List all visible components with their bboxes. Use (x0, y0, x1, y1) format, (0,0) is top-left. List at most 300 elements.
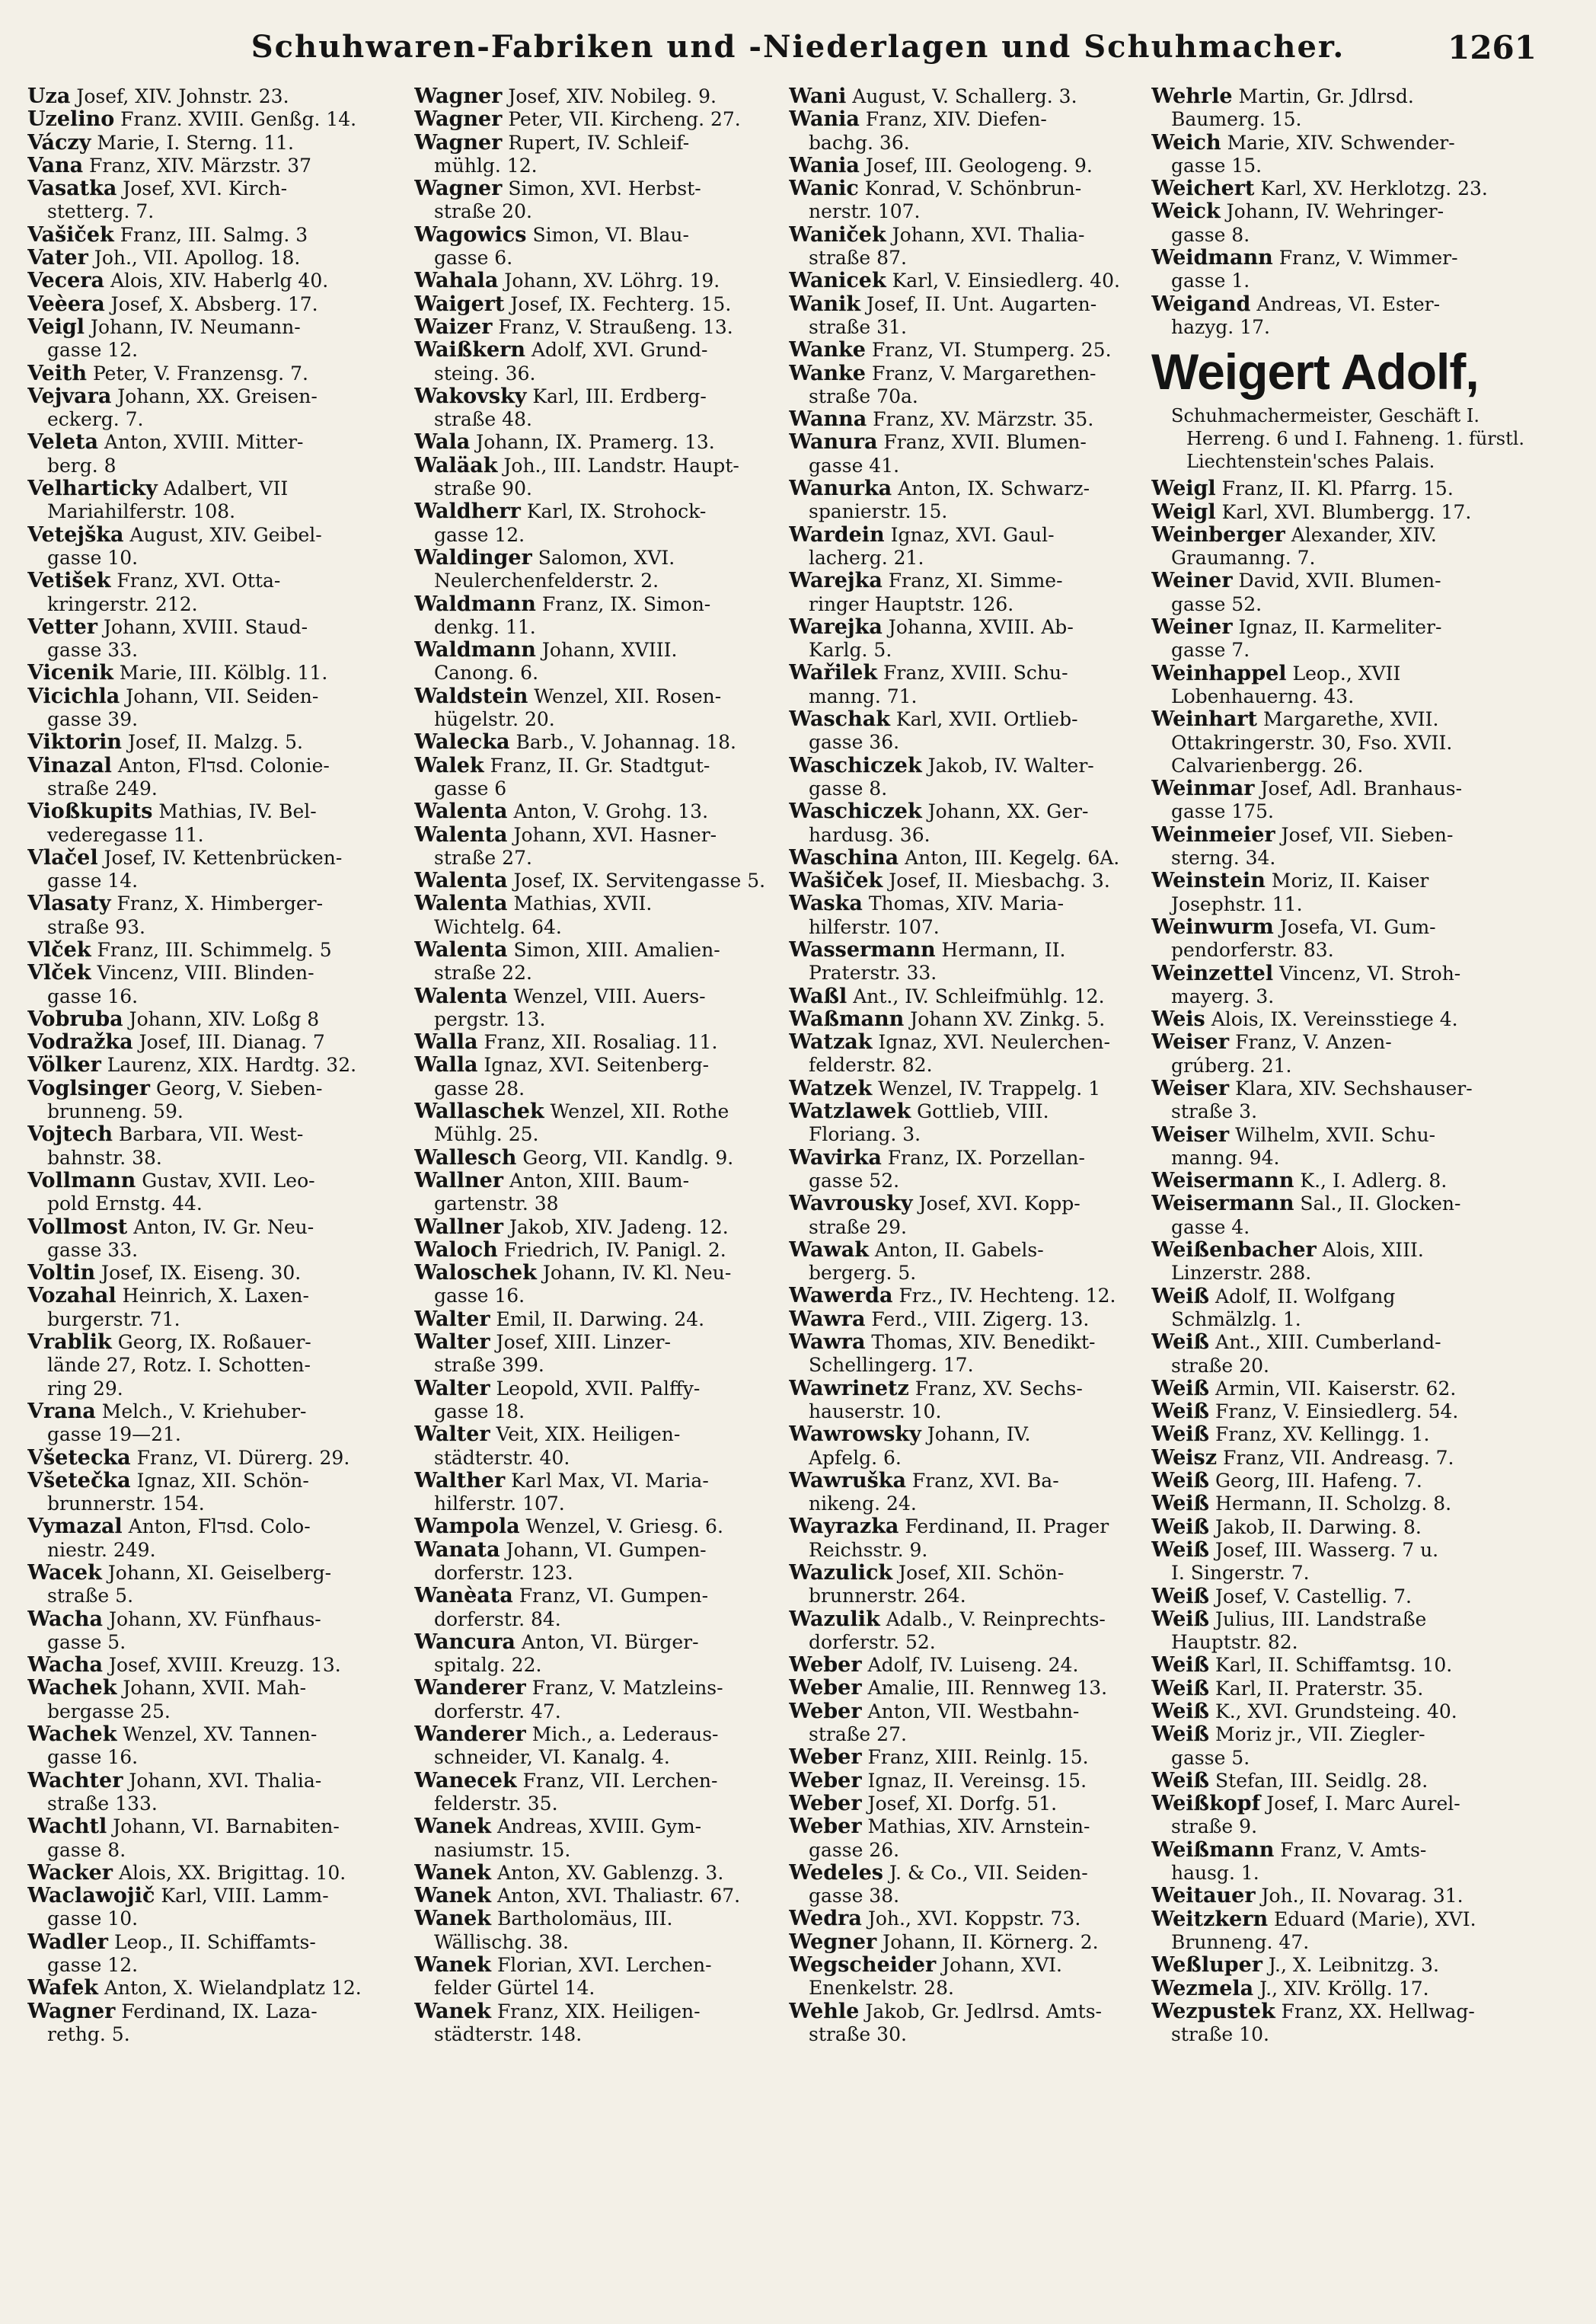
entry-continuation: hazyg. 17. (1171, 315, 1270, 338)
entry-name: Wallaschek (414, 1100, 544, 1124)
entry-name: Wařilek (789, 661, 878, 685)
entry-name: Wancura (414, 1630, 516, 1654)
directory-entry (1151, 777, 1547, 824)
entry-details: Melch., V. Kriehuber- (95, 1400, 307, 1422)
directory-entry (1151, 1516, 1547, 1539)
directory-entry (27, 570, 391, 616)
entry-name: Weinmeier (1151, 822, 1275, 847)
directory-entry (789, 1792, 1153, 1815)
entry-continuation: gasse 14. (47, 870, 139, 892)
entry-details: Josef, XI. Dorfg. 51. (861, 1792, 1058, 1815)
directory-entry (1151, 1447, 1547, 1470)
entry-details: Franz, V. Matzleins- (525, 1677, 723, 1700)
entry-continuation: gasse 16. (434, 1285, 525, 1307)
entry-continuation: pendorferstr. 83. (1171, 939, 1334, 962)
directory-entry (789, 1031, 1153, 1077)
directory-entry (1151, 1678, 1547, 1700)
entry-name: Weick (1151, 200, 1221, 224)
directory-entry (789, 847, 1153, 870)
entry-name: Weiser (1151, 1076, 1230, 1100)
directory-entry (414, 316, 784, 339)
entry-name: Wanna (789, 407, 867, 432)
directory-entry (789, 155, 1153, 177)
entry-details: Eduard (Marie), XVI. (1268, 1907, 1476, 1930)
directory-entry (789, 524, 1153, 570)
directory-entry (27, 270, 391, 292)
directory-entry (414, 177, 784, 224)
entry-continuation: gasse 52. (1171, 592, 1262, 615)
entry-continuation: gasse 16. (47, 985, 139, 1007)
directory-entry (414, 1631, 784, 1678)
entry-name: Weisz (1151, 1445, 1218, 1470)
entry-details: Josef, XIV. Nobileg. 9. (502, 85, 717, 107)
entry-details: Franz, XII. Rosaliag. 11. (477, 1031, 718, 1054)
entry-continuation: gasse 6. (434, 247, 513, 270)
entry-continuation: Reichsstr. 9. (809, 1538, 928, 1561)
directory-entry (1151, 1792, 1547, 1839)
directory-entry (1151, 1170, 1547, 1192)
entry-name: Weißmann (1151, 1837, 1275, 1862)
entry-continuation: hügelstr. 20. (434, 708, 555, 731)
entry-name: Wafek (27, 1976, 98, 2000)
directory-entry (789, 1654, 1153, 1677)
directory-entry (27, 1931, 391, 1978)
entry-name: Velharticky (27, 477, 158, 501)
entry-name: Wawra (789, 1307, 866, 1331)
entry-details: Leop., II. Schiffamts- (108, 1930, 316, 1953)
entry-name: Wallesch (414, 1145, 517, 1170)
entry-name: Völker (27, 1053, 101, 1077)
entry-details: Karl Max, VI. Maria- (505, 1469, 709, 1492)
entry-details: Martin, Gr. Jdlrsd. (1232, 85, 1414, 107)
directory-entry (789, 1515, 1153, 1562)
entry-name: Wawra (789, 1330, 866, 1355)
entry-continuation: gasse 19—21. (47, 1423, 181, 1446)
entry-name: Vetišek (27, 569, 111, 593)
entry-name: Wani (789, 85, 847, 108)
entry-name: Weiner (1151, 569, 1233, 593)
entry-name: Weidmann (1151, 246, 1273, 270)
entry-details: Johann, XVI. Thalia- (123, 1769, 322, 1792)
entry-details: Johann, IV. Kl. Neu- (536, 1262, 732, 1285)
directory-entry (1151, 1770, 1547, 1792)
entry-continuation: spanierstr. 15. (809, 500, 948, 523)
entry-continuation: gasse 4. (1171, 1215, 1250, 1238)
entry-details: Anton, IX. Schwarz- (892, 477, 1090, 500)
entry-details: Barb., V. Johannag. 18. (509, 731, 736, 754)
entry-name: Wedra (789, 1907, 862, 1931)
directory-entry (789, 339, 1153, 362)
entry-details: Leopold, XVII. Palffy- (490, 1377, 701, 1400)
entry-continuation: straße 30. (809, 2022, 907, 2045)
entry-details: Stefan, III. Seidlg. 28. (1209, 1769, 1428, 1792)
entry-details: Franz, IX. Simon- (535, 592, 711, 615)
entry-continuation: gasse 39. (47, 708, 139, 731)
directory-entry (1151, 293, 1547, 340)
entry-details: Franz, V. Anzen- (1229, 1031, 1392, 1054)
entry-details: Karl, II. Praterstr. 35. (1209, 1677, 1424, 1700)
entry-details: J., X. Leibnitzg. 3. (1262, 1954, 1440, 1977)
entry-continuation: Enenkelstr. 28. (809, 1977, 954, 2000)
directory-entry (414, 547, 784, 593)
directory-entry (27, 1054, 391, 1077)
entry-continuation: ring 29. (47, 1377, 123, 1400)
entry-details: Moriz, II. Kaiser (1265, 870, 1429, 892)
entry-name: Wawerda (789, 1284, 893, 1308)
entry-details: Josef, IX. Fechterg. 15. (504, 292, 732, 315)
entry-name: Vymazal (27, 1515, 123, 1539)
page-header (0, 29, 1596, 90)
entry-name: Wakovsky (414, 384, 527, 408)
entry-name: Walecka (414, 730, 510, 755)
directory-entry (1151, 1978, 1547, 2000)
directory-entry (27, 800, 391, 847)
directory-entry (1151, 1192, 1547, 1239)
entry-continuation: hilferstr. 107. (809, 915, 940, 938)
entry-details: Johann, IV. (921, 1423, 1031, 1446)
directory-entry (27, 1515, 391, 1562)
directory-entry (789, 362, 1153, 409)
directory-entry (789, 1077, 1153, 1100)
entry-continuation: hardusg. 36. (809, 823, 930, 846)
entry-details: Veit, XIX. Heiligen- (490, 1423, 681, 1446)
directory-entry (414, 500, 784, 547)
entry-name: Vater (27, 246, 88, 270)
entry-name: Weiß (1151, 1330, 1210, 1355)
directory-entry (789, 1677, 1153, 1700)
entry-details: Franz, X. Himberger- (110, 892, 324, 915)
entry-name: Wagowics (414, 222, 527, 247)
directory-entry (27, 362, 391, 385)
column-3 (789, 85, 1153, 2301)
entry-continuation: Ottakringerstr. 30, Fso. XVII. (1171, 731, 1453, 754)
entry-name: Wachek (27, 1722, 117, 1747)
directory-entry (789, 477, 1153, 524)
entry-details: Josef, IX. Eiseng. 30. (95, 1262, 302, 1285)
advertisement-text: Schuhmachermeister, Geschäft I. Herreng. 6 und I. Fahneng. 1. fürstl. Liechtenstein'sches Palais. (1171, 405, 1525, 473)
entry-details: Franz, XV. Märzstr. 35. (867, 408, 1094, 431)
directory-entry (27, 524, 391, 570)
entry-details: Anton, XVIII. Mitter- (98, 431, 304, 454)
entry-details: Amalie, III. Rennweg 13. (861, 1677, 1108, 1700)
entry-name: Wachter (27, 1768, 123, 1792)
directory-entry (789, 800, 1153, 847)
directory-entry (414, 639, 784, 685)
entry-continuation: brunnerstr. 154. (47, 1492, 205, 1515)
directory-entry (1151, 1885, 1547, 1907)
directory-entry (27, 1815, 391, 1862)
entry-continuation: stetterg. 7. (47, 200, 155, 223)
entry-details: Simon, XIII. Amalien- (507, 938, 720, 961)
entry-details: Frz., IV. Hechteng. 12. (892, 1285, 1116, 1307)
directory-entry (414, 293, 784, 316)
entry-name: Weinmar (1151, 777, 1255, 801)
directory-entry (1151, 662, 1547, 709)
entry-details: Josef, III. Dianag. 7 (132, 1031, 325, 1054)
directory-entry (1151, 1608, 1547, 1655)
entry-name: Weiß (1151, 1676, 1210, 1700)
entry-details: Franz, II. Kl. Pfarrg. 15. (1215, 477, 1454, 500)
directory-entry (27, 731, 391, 754)
entry-details: Joh., XVI. Koppstr. 73. (861, 1907, 1081, 1930)
entry-name: Weiß (1151, 1284, 1210, 1308)
entry-name: Wania (789, 153, 860, 177)
directory-entry (789, 1100, 1153, 1147)
entry-continuation: straße 70a. (809, 385, 918, 407)
entry-name: Vollmann (27, 1168, 136, 1192)
entry-name: Wanek (414, 1953, 491, 1978)
directory-entry (789, 1147, 1153, 1193)
entry-details: Johann, XVIII. (535, 639, 678, 662)
entry-details: Karl, II. Schiffamtsg. 10. (1209, 1654, 1453, 1677)
directory-entry (27, 1123, 391, 1170)
entry-name: Waska (789, 892, 863, 916)
entry-name: Wacha (27, 1653, 104, 1678)
entry-name: Wawrowsky (789, 1422, 921, 1447)
directory-entry (27, 108, 391, 131)
entry-name: Weiner (1151, 615, 1233, 640)
directory-entry (1151, 962, 1547, 1009)
entry-name: Wachek (27, 1676, 117, 1700)
entry-details: Franz, VI. Stumperg. 25. (866, 339, 1112, 362)
entry-continuation: straße 27. (809, 1723, 907, 1746)
entry-name: Wallner (414, 1168, 504, 1192)
entry-details: Mathias, XIV. Arnstein- (861, 1815, 1090, 1838)
entry-details: Georg, III. Hafeng. 7. (1209, 1470, 1422, 1492)
entry-name: Weinhart (1151, 707, 1258, 732)
entry-name: Vetter (27, 615, 97, 639)
directory-entry (789, 662, 1153, 708)
directory-entry (1151, 477, 1547, 500)
entry-name: Weiser (1151, 1030, 1230, 1055)
entry-name: Wanderer (414, 1676, 526, 1700)
entry-details: Josef, Adl. Branhaus- (1254, 777, 1463, 800)
entry-details: Alois, XIV. Haberlg 40. (104, 270, 329, 292)
entry-details: Franz, V. Amts- (1274, 1838, 1427, 1861)
entry-name: Waschiczek (789, 800, 922, 824)
directory-entry (27, 1470, 391, 1516)
entry-continuation: gasse 33. (47, 639, 139, 662)
directory-entry (27, 962, 391, 1008)
entry-details: Alois, XX. Brigittag. 10. (113, 1861, 346, 1884)
entry-name: Warejka (789, 615, 883, 639)
directory-entry (414, 1054, 784, 1100)
directory-entry (1151, 870, 1547, 916)
entry-details: August, V. Schallerg. 3. (846, 85, 1077, 107)
directory-entry (414, 1423, 784, 1470)
entry-continuation: Floriang. 3. (809, 1123, 921, 1146)
directory-entry (414, 593, 784, 640)
directory-entry (27, 616, 391, 662)
entry-continuation: nerstr. 107. (809, 200, 921, 223)
entry-details: Sal., II. Glocken- (1294, 1192, 1461, 1215)
entry-details: Heinrich, X. Laxen- (116, 1285, 309, 1307)
entry-details: Anton, VII. Westbahn- (861, 1700, 1080, 1722)
directory-entry (1151, 2000, 1547, 2047)
directory-entry (789, 1954, 1153, 2000)
entry-name: Wegner (789, 1930, 877, 1954)
entry-details: Franz, IX. Porzellan- (881, 1146, 1085, 1169)
entry-name: Vlasaty (27, 892, 111, 916)
entry-name: Weber (789, 1768, 862, 1792)
entry-name: Wahala (414, 269, 499, 293)
entry-details: Ignaz, XVI. Gaul- (884, 523, 1055, 546)
entry-name: Weiß (1151, 1584, 1210, 1608)
entry-name: Wawak (789, 1237, 869, 1262)
entry-name: Walenta (414, 937, 508, 962)
entry-details: Marie, III. Kölblg. 11. (113, 662, 328, 685)
entry-details: Joh., II. Novarag. 31. (1255, 1885, 1464, 1907)
entry-details: Johann, XV. Löhrg. 19. (498, 270, 720, 292)
entry-details: David, XVII. Blumen- (1232, 570, 1441, 592)
entry-details: Franz, V. Einsiedlerg. 54. (1209, 1400, 1459, 1423)
directory-entry (414, 1954, 784, 2000)
entry-name: Waldherr (414, 500, 521, 524)
entry-details: Margarethe, XVII. (1257, 708, 1439, 731)
entry-name: Vasatka (27, 177, 117, 201)
entry-name: Weiß (1151, 1607, 1210, 1631)
entry-continuation: straße 5. (47, 1585, 134, 1607)
entry-name: Wawruška (789, 1468, 906, 1492)
entry-name: Veèera (27, 292, 105, 316)
entry-name: Weiß (1151, 1515, 1210, 1539)
directory-entry (789, 293, 1153, 340)
directory-entry (1151, 824, 1547, 870)
entry-continuation: felder Gürtel 14. (434, 1977, 595, 2000)
entry-name: Weißkopf (1151, 1792, 1261, 1816)
entry-name: Weber (789, 1699, 862, 1723)
entry-details: Josef, II. Miesbachg. 3. (883, 870, 1110, 892)
entry-details: Anton, XV. Gablenzg. 3. (491, 1861, 724, 1884)
directory-entry (414, 892, 784, 939)
directory-entry (27, 1654, 391, 1677)
directory-entry (414, 431, 784, 454)
entry-details: Alois, IX. Vereinsstiege 4. (1205, 1008, 1458, 1031)
entry-continuation: städterstr. 148. (434, 2022, 583, 2045)
entry-name: Wegscheider (789, 1953, 937, 1978)
entry-continuation: gasse 8. (47, 1838, 126, 1861)
directory-entry (414, 1031, 784, 1054)
entry-name: Wavirka (789, 1145, 882, 1170)
entry-continuation: straße 93. (47, 915, 145, 938)
entry-details: Joh., VII. Apollog. 18. (88, 247, 301, 270)
entry-continuation: rethg. 5. (47, 2022, 130, 2045)
directory-entry (789, 1377, 1153, 1424)
entry-continuation: Graumanng. 7. (1171, 547, 1316, 570)
entry-details: Franz, XIV. Diefen- (859, 108, 1047, 131)
entry-details: Johann, XX. Greisen- (111, 385, 318, 407)
directory-entry (27, 1562, 391, 1608)
entry-details: Marie, I. Sterng. 11. (91, 131, 294, 154)
display-entry-name: Weigert Adolf, (1151, 343, 1479, 401)
entry-continuation: ringer Hauptstr. 126. (809, 592, 1014, 615)
entry-name: Wanek (414, 1999, 491, 2023)
directory-entry (27, 2000, 391, 2047)
entry-name: Weisermann (1151, 1169, 1294, 1193)
entry-name: Vinazal (27, 753, 112, 777)
entry-name: Waniček (789, 222, 886, 247)
entry-name: Uzelino (27, 107, 115, 132)
entry-name: Waldmann (414, 592, 536, 616)
entry-details: Johann XV. Zinkg. 5. (904, 1007, 1106, 1030)
entry-details: Ignaz, XII. Schön- (130, 1469, 309, 1492)
entry-continuation: straße 87. (809, 247, 907, 270)
directory-entry (789, 1423, 1153, 1470)
entry-name: Walenta (414, 892, 508, 916)
directory-entry (1151, 1492, 1547, 1515)
directory-entry (789, 1746, 1153, 1769)
entry-continuation: gasse 5. (47, 1630, 126, 1653)
entry-details: Anton, VI. Bürger- (515, 1630, 699, 1653)
directory-entry (27, 939, 391, 962)
entry-name: Waschina (789, 845, 899, 870)
directory-entry (414, 1677, 784, 1723)
entry-continuation: gasse 7. (1171, 639, 1250, 662)
directory-entry (789, 1907, 1153, 1930)
directory-entry (789, 1700, 1153, 1747)
entry-continuation: gasse 26. (809, 1838, 900, 1861)
directory-entry (414, 685, 784, 732)
directory-entry (27, 1331, 391, 1400)
entry-name: Weiß (1151, 1400, 1210, 1424)
entry-continuation: gasse 36. (809, 731, 900, 754)
entry-details: Josef, III. Geologeng. 9. (859, 154, 1093, 177)
entry-name: Weigl (1151, 500, 1216, 524)
entry-name: Weinberger (1151, 522, 1285, 547)
directory-entry (789, 431, 1153, 477)
entry-details: Josef, XVI. Kirch- (117, 177, 288, 200)
entry-details: Andreas, VI. Ester- (1250, 292, 1441, 315)
entry-name: Veleta (27, 430, 99, 455)
entry-details: Josef, X. Absberg. 17. (104, 292, 318, 315)
entry-name: Walenta (414, 800, 508, 824)
entry-details: Ferdinand, IX. Laza- (115, 2000, 318, 2022)
entry-details: Franz, V. Wimmer- (1272, 247, 1458, 270)
entry-name: Wanicek (789, 269, 886, 293)
entry-name: Wagner (414, 177, 503, 201)
entry-continuation: straße 22. (434, 962, 532, 985)
directory-entry (1151, 1423, 1547, 1446)
entry-name: Wazulick (789, 1561, 893, 1585)
directory-entry (27, 662, 391, 685)
entry-details: Franz, XIX. Heiligen- (491, 2000, 701, 2022)
entry-name: Weiß (1151, 1700, 1210, 1723)
entry-name: Walter (414, 1376, 490, 1400)
entry-continuation: straße 20. (434, 200, 532, 223)
directory-entry (1151, 616, 1547, 662)
entry-continuation: straße 20. (1171, 1354, 1269, 1377)
entry-details: Wilhelm, XVII. Schu- (1229, 1123, 1436, 1146)
directory-entry (414, 1147, 784, 1170)
entry-continuation: gartenstr. 38 (434, 1192, 559, 1215)
entry-name: Weßluper (1151, 1953, 1262, 1978)
directory-entry (27, 847, 391, 893)
directory-entry (789, 1008, 1153, 1031)
entry-continuation: steing. 36. (434, 362, 536, 385)
entry-details: Franz, XV. Sechs- (908, 1377, 1083, 1400)
entry-details: Karl, XVI. Blumbergg. 17. (1215, 500, 1472, 523)
entry-continuation: gasse 8. (1171, 223, 1250, 246)
entry-continuation: städterstr. 40. (434, 1446, 570, 1469)
entry-name: Weichert (1151, 177, 1255, 201)
directory-entry (1151, 1585, 1547, 1608)
entry-details: Johann, XVIII. Staud- (97, 615, 308, 638)
directory-entry (789, 985, 1153, 1008)
entry-name: Wallner (414, 1215, 504, 1239)
directory-entry (1151, 1954, 1547, 1977)
directory-entry (1151, 501, 1547, 524)
entry-name: Vejvara (27, 384, 112, 408)
